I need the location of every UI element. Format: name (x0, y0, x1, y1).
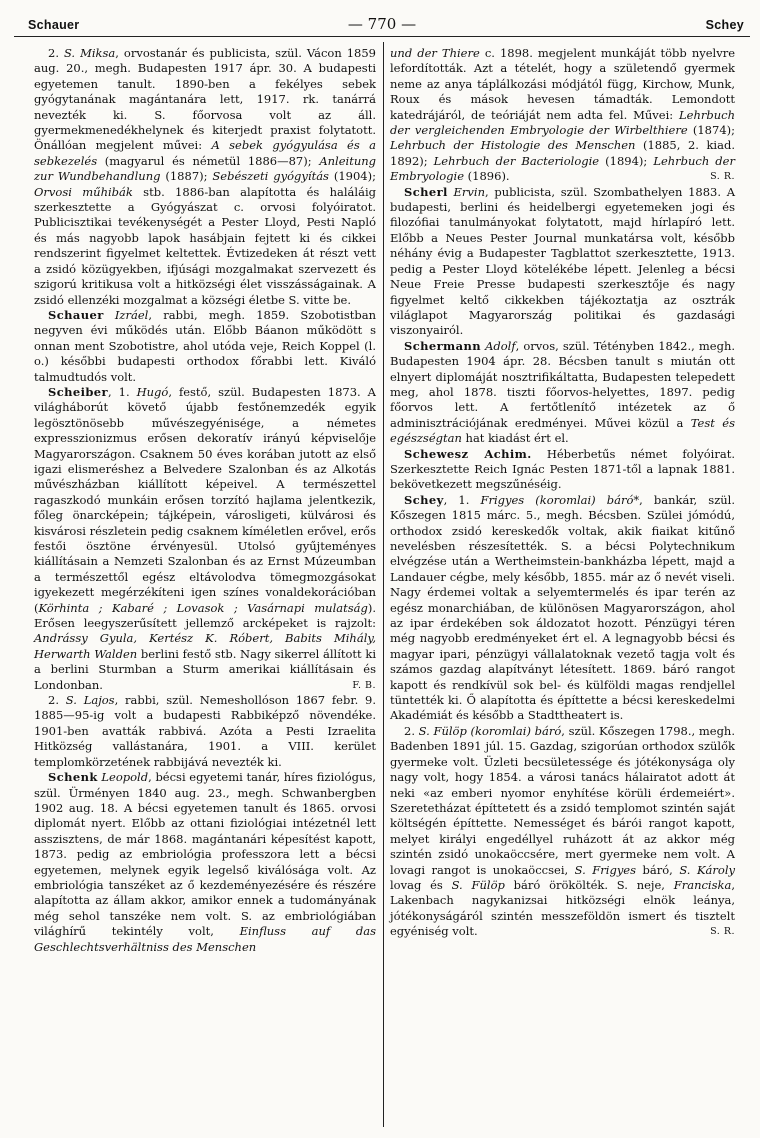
italic-text: Franciska (673, 877, 732, 892)
entry-headword: Schermann (404, 338, 481, 353)
body-text: , bécsi egyetemi tanár, híres fiziológus, szül. Ürményen 1840 aug. 23., megh. Schwanbergben 1902 aug. 18. A bécsi egyetemen tanult és 1865. orvosi diplomát nyert. Előbb az ottani fiziológiai intézetnél lett asszisztens, de már 1868. magántanári képesítést kapott, 1873. pedig az embriológia professzora lett a bécsi egyetemen, melynek egyik legelső kiválósága volt. Az embriológia tanszéket az ő kezdeményezésére és részére alapította az állam akkor, amikor ennek a tudományának még sehol tanszéke nem volt. S. az embriológiában világhírű tekintély volt, (34, 770, 377, 939)
italic-text: Ervin (453, 184, 486, 199)
italic-text: S. Fülöp (451, 877, 505, 892)
italic-text: S. Frigyes (574, 862, 637, 877)
body-text: (1894); (599, 153, 654, 168)
italic-text: S. Miksa (63, 46, 116, 60)
entry-schewesz_achim (390, 447, 735, 493)
italic-text: Anleitung zur Wundbehandlung (34, 153, 376, 184)
italic-text: Lehrbuch der Histologie des Menschen (390, 138, 636, 153)
italic-text: Hugó (136, 384, 169, 399)
author-signature: S. R. (710, 171, 735, 183)
body-text: hat kiadást ért el. (461, 431, 569, 446)
body-text: ). Erősen leegyszerűsített jellemző arcképeket is rajzolt: (34, 600, 376, 631)
entry-schey_frigyes (390, 493, 735, 724)
body-text: (1885, 2. kiad. 1892); (390, 138, 735, 168)
italic-text: Andrássy Gyula, Kertész K. Róbert, Babits Mihály, Herwarth Walden (34, 631, 376, 661)
entry-headword: Scherl (404, 184, 448, 199)
entry-headword: Schenk (48, 770, 98, 785)
italic-text: Frigyes (koromlai) báró (480, 492, 634, 507)
body-text: berlini festő stb. Nagy sikerrel állított ki a berlini Sturmban a Sturm amerikai kiállításain és Londonban. (34, 646, 376, 692)
entry-headword: Schey (404, 492, 444, 507)
italic-text: Lehrbuch der Bacteriologie (433, 153, 600, 168)
body-text (104, 308, 115, 322)
header-left-keyword: Schauer (28, 18, 80, 32)
left-column (34, 46, 376, 955)
body-text: , 1. (107, 384, 137, 399)
italic-text: S. Lajos (65, 693, 115, 708)
italic-text: A sebek gyógyulása és a sebkezelés (34, 138, 376, 168)
page-number: — 770 — (347, 15, 417, 33)
body-text: , rabbi, szül. Nemeshollóson 1867 febr. 9. 1885—95-ig volt a budapesti Rabbiképző növendéke. 1901-ben avatták rabbivá. Azóta a Pesti Izraelita Hitközség vallástanára, 1901. a VIII. kerület templomkörzetének rabbijává nevezték ki. (34, 693, 376, 769)
entry-schauer_miksa (34, 46, 376, 308)
body-text: báró, (636, 862, 680, 877)
body-text: báró örökölték. S. neje, (504, 877, 674, 892)
body-text: , 1. (443, 492, 481, 507)
italic-text: Adolf (485, 338, 516, 353)
italic-text: und der Thiere (390, 46, 480, 60)
italic-text: Lehrbuch der Embryologie (390, 153, 735, 184)
body-text: , Lakenbach nagykanizsai hitközségi elnök leánya, jótékonyságáról szintén messzeföldön ismert és tisztelt egyéniség volt. (390, 877, 735, 939)
italic-text: Test és egészségtan (390, 415, 735, 446)
entry-scheiber_lajos (34, 693, 376, 770)
column-divider (383, 42, 384, 1127)
running-header (14, 8, 750, 37)
entry-schenk_leopold (34, 770, 376, 955)
body-text: stb. 1886-ban alapította és haláláig szerkesztette a Gyógyászat c. orvosi folyóiratot. Publicisztikai tevékenységét a Pester Lloyd, Pesti Napló és más nagyobb lapok hasábjain fejtett ki és cikkei rendszerint figyelmet keltettek. Évtizedeken át részt vett a zsidó közügyekben, ifjúsági mozgalmakat szervezett és szigorú kritikusa volt a hitközségi élet visszásságainak. A zsidó ellenzéki mozgalmat a községi életbe S. vitte be. (34, 184, 376, 307)
body-text: lovag és (390, 877, 452, 892)
body-text: c. 1898. megjelent munkáját több nyelvre lefordították. Azt a tételét, hogy a születendő gyermek neme az anya táplálkozási módjától függ, Kirchow, Munk, Roux és mások hevesen támadták. Lemondott katedrájáról, de teóriáját nem adta fel. Művei: (390, 46, 736, 122)
italic-text: Izráel (114, 307, 149, 322)
italic-text: Orvosi műhibák (34, 184, 133, 199)
body-text: , szül. Kőszegen 1798., megh. Badenben 1891 júl. 15. Gazdag, szigorúan orthodox szülők gyermeke volt. Üzleti becsületessége és jótékonysága oly nagy volt, hogy 1854. a városi tanács hálairatot adott át neki «az emberi nyomor enyhítése körüli érdemeiért». Szeretetházat építtetett és a zsidó templomot szintén saját költségén építtette. Nemességet és bárói rangot kapott, melyet királyi engedéllyel ruházott át az akkor még szintén zsidó unokaöccsére, mert gyermeke nem volt. A lovagi rangot is unokaöccsei, (390, 723, 735, 877)
body-text: (1896). (464, 169, 510, 184)
body-text: 2. (404, 723, 419, 738)
header-right-keyword: Schey (705, 18, 744, 32)
body-text: , publicista, szül. Szombathelyen 1883. A budapesti, berlini és heidelbergi egyetemeken jogi és filozófiai tanulmányokat folytatott, majd hírlapíró lett. Előbb a Neues Pester Journal munkatársa volt, később néhány évig a Budapester Tagblattot szerkesztette, 1913. pedig a Pester Lloyd kötelékébe lépett. Jelenleg a bécsi Neue Freie Presse budapesti szerkesztője és nagy figyelmet keltő cikkekben tájékoztatja az osztrák világlapot Magyarország politikai és gazdasági viszonyairól. (390, 184, 736, 338)
italic-text: S. Fülöp (koromlai) báró (418, 723, 562, 738)
italic-text: Lehrbuch der vergleichenden Embryologie der Wirbelthiere (390, 107, 735, 138)
italic-text: Leopold (101, 770, 149, 785)
body-text: , orvostanár és publicista, szül. Vácon 1859 aug. 20., megh. Budapesten 1917 ápr. 30. A budapesti egyetemen tanult. 1890-ben a fekélyes sebek gyógytanának magántanára lett, 1917. rk. tanárrá nevezték ki. S. főorvosa volt az áll. gyermekmenedékhelynek és kiterjedt praxist folytatott. Önállóan megjelent művei: (34, 46, 376, 153)
body-text: Héberbetűs német folyóirat. Szerkesztette Reich Ignác Pesten 1871-től a lapnak 1881. bekövetkezett megszűnéséig. (390, 446, 735, 492)
body-text: 2. (48, 693, 66, 708)
entry-scherl_ervin (390, 185, 735, 339)
body-text: (1887); (160, 169, 213, 184)
body-text: , orvos, szül. Tétényben 1842., megh. Budapesten 1904 ápr. 28. Bécsben tanult s miután ott elnyert diplomáját nosztrifikáltatta, Budapesten telepedett meg, ahol 1878. tiszti főorvos-helyettes, 1897. pedig főorvos lett. A fertőtlenítő intézetek az ő adminisztrációjának eredményei. Művei közül a (390, 338, 736, 430)
right-column (390, 46, 735, 940)
body-text: , rabbi, megh. 1859. Szobotistban negyven évi működés után. Előbb Báanon működött s onnan ment Szobotistre, ahol utóda veje, Reich Koppel (l. o.) későbbi budapesti orthodox főrabbi lett. Kiváló talmudtudós volt. (34, 307, 376, 384)
author-signature: F. B. (352, 679, 376, 691)
body-text: , festő, szül. Budapesten 1873. A világháborút követő újabb festőnemzedék egyik legösztönösebb művészegyénisége, a németes expresszionizmus erősen dekoratív irányú képviselője Magyarországon. Csaknem 50 éves korában jutott az első igazi elismeréshez a Belvedere Szalonban és az Alkotás művészházban kiállított képeivel. A természettel ragaszkodó munkáin erősen torzító hajlama jelentkezik, főleg önarcképein; tájképein, városligeti, külvárosi és kisvárosi részletein pedig csaknem kíméletlen erővel, erős festői ösztöne érvényesül. Utolsó gyűjteményes kiállításain a Nemzeti Szalonban és az Ernst Múzeumban a természettől egész eltávolodva tömegmozgásokat igyekezett megérzékíteni igen színes vonaldekorációban ( (34, 384, 376, 615)
entry-headword: Schewesz Achim. (404, 446, 532, 461)
italic-text: Sebészeti gyógyítás (212, 169, 329, 184)
italic-text: S. Károly (679, 862, 736, 877)
entry-scheiber_hugo (34, 385, 376, 693)
entry-schermann_adolf (390, 339, 735, 447)
entry-schey_fulop (390, 724, 735, 940)
italic-text: Körhinta ; Kabaré ; Lovasok ; Vasárnapi mulatság (38, 600, 368, 615)
entry-headword: Schauer (48, 307, 104, 322)
entry-schauer_izrael (34, 308, 376, 385)
italic-text: Einfluss auf das Geschlechtsverhältniss des Menschen (34, 924, 376, 954)
body-text: (1874); (687, 123, 735, 138)
body-text: 2. (48, 46, 64, 60)
author-signature: S. R. (710, 926, 735, 938)
entry-schenk_cont (390, 46, 735, 185)
entry-headword: Scheiber (48, 384, 108, 399)
body-text: *, bankár, szül. Kőszegen 1815 márc. 5., megh. Bécsben. Szülei jómódú, orthodox zsidó kereskedők voltak, akik fiaikat kitűnő nevelésben részesítették. S. a bécsi Polytechnikum elvégzése után a Wertheimstein-bankházba lépett, majd a Landauer cégbe, mely később, 1855. már az ő nevét viseli. Nagy érdemei voltak a selyemtermelés és ipar terén az egész monarchiában, de különösen Magyarországon, ahol az ipar érdekében sok áldozatot hozott. Pénzügyi téren még nagyobb eredményeket ért el. A legnagyobb bécsi és magyar ipari, pénzügyi vállalatoknak vezető tagja volt és számos gazdag alapítványt létesített. 1869. báró rangot kapott és rendkívül sok bel- és külföldi magas rendjellel tüntették ki. Ő alapította és építtette a bécsi kereskedelmi Akadémiát és később a Stadttheatert is. (390, 492, 735, 723)
body-text: (1904); (328, 169, 376, 184)
body-text: (magyarul és németül 1886—87); (97, 153, 320, 168)
